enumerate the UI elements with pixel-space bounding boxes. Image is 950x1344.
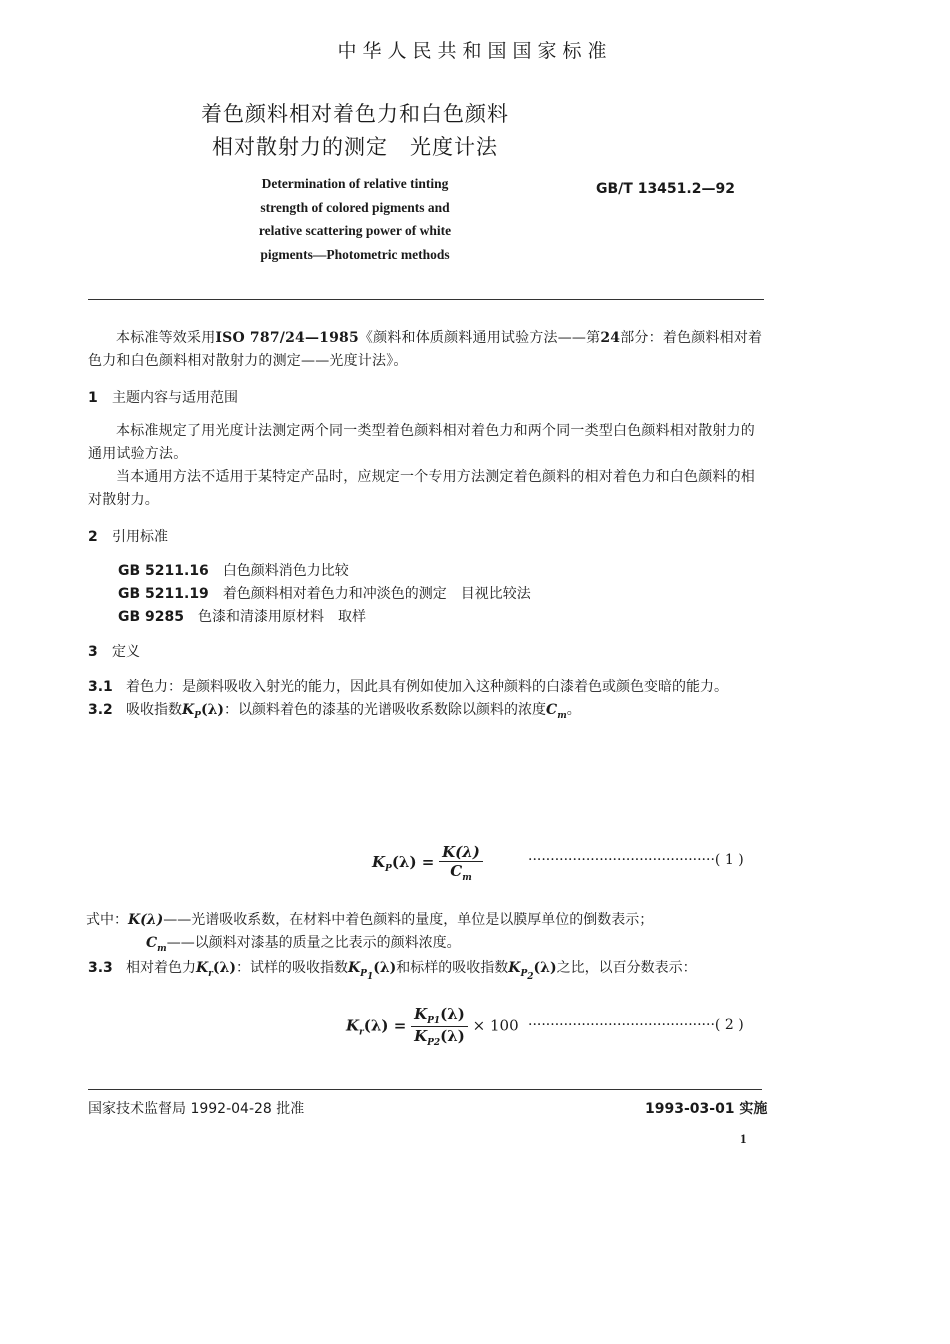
clause-end: 。 — [566, 702, 581, 718]
formula-lhs-arg: (λ) = — [391, 853, 435, 871]
implementation-date: 1993-03-01 实施 — [645, 1101, 768, 1117]
reference-item — [118, 583, 531, 603]
where-c-text: ——以颜料对漆基的质量之比表示的颜料浓度。 — [166, 935, 461, 951]
symbol-arg: (λ) — [533, 960, 557, 976]
reference-item — [118, 606, 366, 626]
formula-denominator — [439, 862, 483, 883]
approval-date: 国家技术监督局 1992-04-28 批准 — [88, 1101, 305, 1117]
reference-title: 着色颜料相对着色力和冲淡色的测定 目视比较法 — [222, 586, 531, 602]
sub-p: P — [360, 968, 367, 979]
section-number: 3 — [88, 644, 98, 660]
symbol-arg: (λ) — [212, 960, 236, 976]
formula-lhs: K — [346, 1016, 360, 1035]
leader-dots: ·········································· — [528, 1017, 715, 1033]
denominator-arg: (λ) — [440, 1027, 465, 1045]
section-title: 主题内容与适用范围 — [112, 390, 238, 406]
clause-text: 着色力：是颜料吸收入射光的能力，因此具有例如使加入这种颜料的白漆着色或颜色变暗的能力。 — [126, 679, 728, 695]
clause-text: ：试样的吸收指数 — [236, 960, 348, 976]
numerator-symbol: K — [414, 1005, 428, 1023]
symbol-subscript — [360, 968, 374, 982]
symbol-c: C — [546, 702, 558, 718]
footer-divider — [88, 1089, 762, 1090]
sub-index: 1 — [366, 971, 374, 982]
reference-code: GB 5211.16 — [118, 563, 209, 579]
page-number: 1 — [740, 1131, 747, 1146]
where-k-text: ——光谱吸收系数，在材料中着色颜料的量度，单位是以膜厚单位的倒数表示； — [163, 912, 654, 928]
formula-numerator: K(λ) — [439, 843, 483, 862]
english-title-line: strength of colored pigments and — [260, 199, 450, 215]
section-1-heading — [88, 387, 238, 407]
section-title: 引用标准 — [112, 529, 168, 545]
clause-text: ：以颜料着色的漆基的光谱吸收系数除以颜料的浓度 — [224, 702, 547, 718]
intro-paragraph — [88, 327, 766, 373]
clause-3-2 — [88, 699, 778, 721]
header-divider — [88, 299, 764, 300]
symbol-subscript: r — [208, 968, 213, 979]
symbol-k: K — [348, 960, 361, 976]
denominator-subscript: m — [462, 873, 472, 883]
where-k — [86, 909, 776, 929]
reference-item — [118, 560, 349, 580]
formula-numerator — [411, 1005, 468, 1027]
reference-title: 色漆和清漆用原材料 取样 — [198, 609, 367, 625]
formula-multiplier: × 100 — [472, 1016, 519, 1035]
clause-3-3 — [88, 957, 778, 982]
clause-text: 相对着色力 — [126, 960, 196, 976]
leader-dots: ·········································· — [528, 852, 715, 868]
where-c — [146, 932, 836, 954]
formula-2 — [346, 1005, 519, 1048]
numerator-arg: (λ) — [440, 1005, 465, 1023]
clause-number: 3.1 — [88, 679, 113, 695]
where-symbol-c: C — [146, 935, 158, 951]
formula-1 — [372, 843, 483, 883]
section-number: 2 — [88, 529, 98, 545]
equation-number: ( 1 ) — [714, 852, 744, 868]
section-title: 定义 — [112, 644, 140, 660]
formula-fraction — [439, 843, 483, 883]
title-line-1: 着色颜料相对着色力和白色颜料 — [201, 102, 509, 126]
numerator-subscript: P1 — [427, 1016, 441, 1026]
intro-text-pre: 本标准等效采用 — [116, 330, 216, 346]
english-title-line: Determination of relative tinting — [261, 176, 449, 191]
denominator-subscript: P2 — [427, 1038, 441, 1048]
symbol-subscript — [520, 968, 534, 982]
iso-reference: ISO 787/24—1985 — [215, 330, 359, 346]
formula-lhs: K — [372, 853, 386, 871]
symbol-k: K — [182, 702, 195, 718]
symbol-subscript: P — [194, 710, 201, 721]
formula-1-leader — [528, 852, 744, 868]
clause-text: 之比，以百分数表示： — [556, 960, 697, 976]
title-line-2: 相对散射力的测定 光度计法 — [212, 135, 498, 159]
section-1-paragraph-2: 当本通用方法不适用于某特定产品时，应规定一个专用方法测定着色颜料的相对着色力和白色颜料的相对散射力。 — [88, 469, 755, 508]
section-3-heading — [88, 641, 140, 661]
reference-code: GB 9285 — [118, 609, 185, 625]
formula-lhs-sub: r — [359, 1027, 364, 1038]
section-number: 1 — [88, 390, 98, 406]
symbol-k: K — [508, 960, 521, 976]
section-2-heading — [88, 526, 168, 546]
intro-text-post2: 部分：着色颜料相对着色力和白色颜料相对散射力的测定——光度计法》。 — [88, 330, 763, 369]
equation-number: ( 2 ) — [714, 1017, 744, 1033]
formula-lhs-arg: (λ) = — [363, 1016, 407, 1035]
intro-text-post1: 《颜料和体质颜料通用试验方法——第 — [358, 330, 601, 346]
english-title-line: pigments—Photometric methods — [260, 246, 450, 262]
formula-fraction — [411, 1005, 468, 1048]
clause-text: 和标样的吸收指数 — [396, 960, 509, 976]
symbol-k: K — [196, 960, 209, 976]
english-title — [200, 172, 510, 266]
clause-text: 吸收指数 — [126, 702, 182, 718]
denominator-symbol: C — [450, 862, 463, 880]
symbol-arg: (λ) — [200, 702, 225, 718]
where-lead: 式中： — [86, 912, 128, 928]
formula-2-leader — [528, 1017, 744, 1033]
document-header: 中华人民共和国国家标准 — [337, 40, 613, 62]
where-symbol-c-sub: m — [157, 943, 167, 954]
symbol-subscript: m — [557, 710, 567, 721]
english-title-line: relative scattering power of white — [258, 223, 452, 238]
where-symbol-k: K(λ) — [128, 912, 164, 928]
reference-code: GB 5211.19 — [118, 586, 209, 602]
denominator-symbol: K — [414, 1027, 428, 1045]
symbol-arg: (λ) — [373, 960, 397, 976]
part-number: 24 — [600, 330, 621, 346]
formula-denominator — [411, 1027, 468, 1048]
standard-code: GB/T 13451.2—92 — [596, 181, 735, 197]
section-1-paragraph-1: 本标准规定了用光度计法测定两个同一类型着色颜料相对着色力和两个同一类型白色颜料相对散射力的通用试验方法。 — [88, 423, 755, 462]
clause-3-1 — [88, 676, 778, 696]
clause-number: 3.2 — [88, 702, 113, 718]
sub-p: P — [520, 968, 528, 979]
sub-index: 2 — [527, 971, 534, 982]
reference-title: 白色颜料消色力比较 — [222, 563, 349, 579]
formula-lhs-sub: P — [385, 864, 392, 874]
clause-number: 3.3 — [88, 960, 113, 976]
